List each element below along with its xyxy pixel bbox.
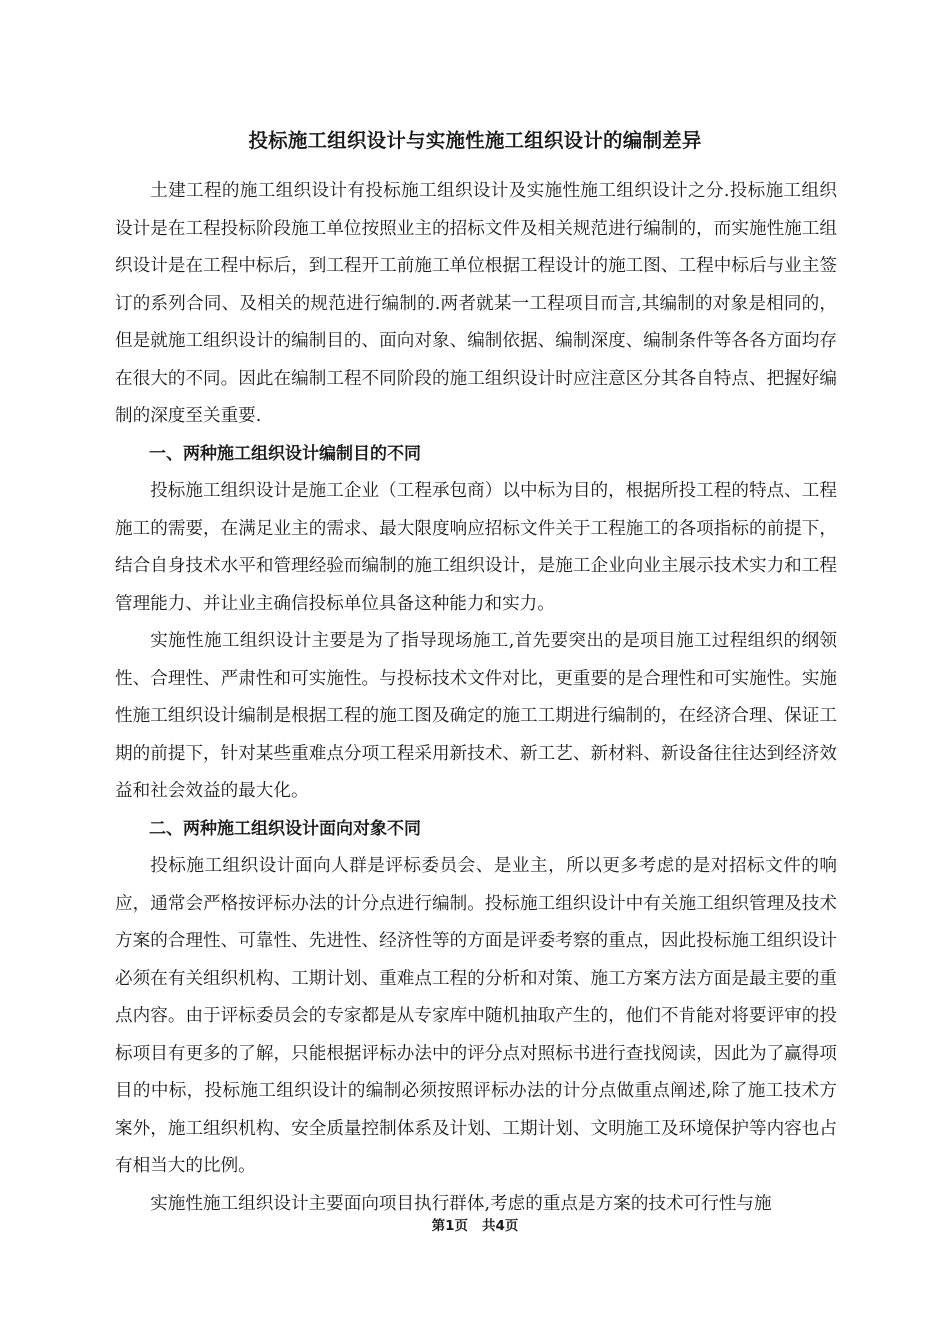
document-title: 投标施工组织设计与实施性施工组织设计的编制差异 (248, 129, 702, 152)
page-footer (0, 1216, 950, 1236)
document-body (115, 173, 837, 1223)
paragraph-implementation-audience: 实施性施工组织设计主要面向项目执行群体,考虑的重点是方案的技术可行性与施 (150, 1193, 772, 1214)
section-heading-1: 一、两种施工组织设计编制目的不同 (149, 443, 421, 464)
page-total: 共4页 (482, 1218, 519, 1234)
paragraph-bid-purpose: 投标施工组织设计是施工企业（工程承包商）以中标为目的，根据所投工程的特点、工程施工的需要，在满足业主的需求、最大限度响应招标文件关于工程施工的各项指标的前提下，结合自身技术水平和管理经验而编制的施工组织设计，是施工企业向业主展示技术实力和工程管理能力、并让业主确信投标单位具备这种能力和实力。 (115, 481, 837, 614)
section-heading-2: 二、两种施工组织设计面向对象不同 (149, 818, 421, 839)
paragraph-bid-audience: 投标施工组织设计面向人群是评标委员会、是业主，所以更多考虑的是对招标文件的响应，通常会严格按评标办法的计分点进行编制。投标施工组织设计中有关施工组织管理及技术方案的合理性、可靠性、先进性、经济性等的方面是评委考察的重点，因此投标施工组织设计必须在有关组织机构、工期计划、重难点工程的分析和对策、施工方案方法方面是最主要的重点内容。由于评标委员会的专家都是从专家库中随机抽取产生的，他们不肯能对将要评审的投标项目有更多的了解，只能根据评标办法中的评分点对照标书进行查找阅读，因此为了赢得项目的中标，投标施工组织设计的编制必须按照评标办法的计分点做重点阐述,除了施工技术方案外，施工组织机构、安全质量控制体系及计划、工期计划、文明施工及环境保护等内容也占有相当大的比例。 (115, 856, 837, 1176)
paragraph-implementation-purpose: 实施性施工组织设计主要是为了指导现场施工,首先要突出的是项目施工过程组织的纲领性、合理性、严肃性和可实施性。与投标技术文件对比，更重要的是合理性和可实施性。实施性施工组织设计编制是根据工程的施工图及确定的施工工期进行编制的，在经济合理、保证工期的前提下，针对某些重难点分项工程采用新技术、新工艺、新材料、新设备往往达到经济效益和社会效益的最大化。 (115, 631, 837, 801)
paragraph-intro: 土建工程的施工组织设计有投标施工组织设计及实施性施工组织设计之分.投标施工组织设计是在工程投标阶段施工单位按照业主的招标文件及相关规范进行编制的，而实施性施工组织设计是在工程中标后，到工程开工前施工单位根据工程设计的施工图、工程中标后与业主签订的系列合同、及相关的规范进行编制的.两者就某一工程项目而言,其编制的对象是相同的，但是就施工组织设计的编制目的、面向对象、编制依据、编制深度、编制条件等各各方面均存在很大的不同。因此在编制工程不同阶段的施工组织设计时应注意区分其各自特点、把握好编制的深度至关重要. (115, 181, 837, 426)
page-number: 第1页 (431, 1218, 468, 1234)
